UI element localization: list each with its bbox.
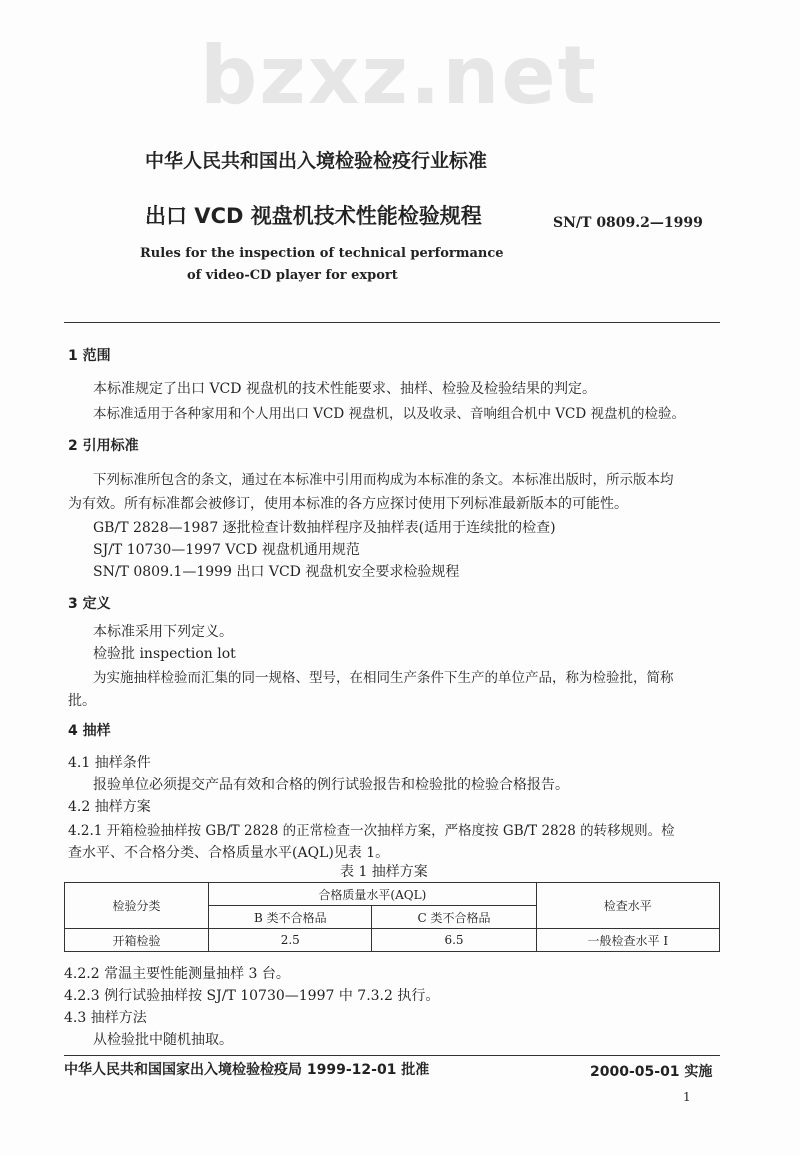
table-header: C 类不合格品 xyxy=(372,906,536,929)
table-row xyxy=(65,929,720,952)
subheading: 4.3 抽样方法 xyxy=(64,1010,147,1026)
header-rule xyxy=(64,322,720,323)
reference-item: SJ/T 10730—1997 VCD 视盘机通用规范 xyxy=(93,542,360,558)
english-title-2: of video-CD player for export xyxy=(187,268,398,283)
cell: 6.5 xyxy=(372,929,536,952)
table-caption: 表 1 抽样方案 xyxy=(340,864,428,880)
reference-item: GB/T 2828—1987 逐批检查计数抽样程序及抽样表(适用于连续批的检查) xyxy=(93,520,556,536)
paragraph: 4.2.1 开箱检验抽样按 GB/T 2828 的正常检查一次抽样方案，严格度按 GB/T 2828 的转移规则。检 xyxy=(68,823,675,839)
page-number: 1 xyxy=(683,1090,691,1104)
table-header: 检验分类 xyxy=(65,883,209,929)
paragraph: 报验单位必须提交产品有效和合格的例行试验报告和检验批的检验合格报告。 xyxy=(93,777,569,793)
paragraph: 4.2.2 常温主要性能测量抽样 3 台。 xyxy=(64,966,290,982)
reference-item: SN/T 0809.1—1999 出口 VCD 视盘机安全要求检验规程 xyxy=(93,564,460,580)
cell: 开箱检验 xyxy=(65,929,209,952)
paragraph: 本标准采用下列定义。 xyxy=(93,624,233,640)
paragraph: 下列标准所包含的条文，通过在本标准中引用而构成为本标准的条文。本标准出版时，所示版本均 xyxy=(93,472,674,488)
sampling-table xyxy=(64,882,720,952)
paragraph: 从检验批中随机抽取。 xyxy=(93,1032,233,1048)
section-3-heading: 3 定义 xyxy=(68,596,111,612)
doc-title: 出口 VCD 视盘机技术性能检验规程 xyxy=(145,204,482,228)
definition: 为实施抽样检验而汇集的同一规格、型号，在相同生产条件下生产的单位产品，称为检验批，简称 xyxy=(93,670,674,686)
footer-rule xyxy=(64,1055,720,1056)
doc-code: SN/T 0809.2—1999 xyxy=(553,215,703,231)
watermark: bzxz.net xyxy=(200,29,598,122)
org-standard: 中华人民共和国出入境检验检疫行业标准 xyxy=(145,150,488,172)
cell: 2.5 xyxy=(209,929,372,952)
section-4-heading: 4 抽样 xyxy=(68,723,111,739)
definition: 批。 xyxy=(68,693,96,709)
paragraph: 为有效。所有标准都会被修订，使用本标准的各方应探讨使用下列标准最新版本的可能性。 xyxy=(68,496,628,512)
approval-date: 中华人民共和国国家出入境检验检疫局 1999-12-01 批准 xyxy=(64,1062,430,1078)
effective-date: 2000-05-01 实施 xyxy=(590,1064,713,1080)
subheading: 4.2 抽样方案 xyxy=(68,799,151,815)
section-2-heading: 2 引用标准 xyxy=(68,438,139,454)
paragraph: 4.2.3 例行试验抽样按 SJ/T 10730—1997 中 7.3.2 执行。 xyxy=(64,988,440,1004)
term: 检验批 inspection lot xyxy=(93,646,236,662)
paragraph: 本标准规定了出口 VCD 视盘机的技术性能要求、抽样、检验及检验结果的判定。 xyxy=(93,381,596,397)
paragraph: 查水平、不合格分类、合格质量水平(AQL)见表 1。 xyxy=(68,845,390,861)
table-header: 合格质量水平(AQL) xyxy=(209,883,537,906)
paragraph: 本标准适用于各种家用和个人用出口 VCD 视盘机，以及收录、音响组合机中 VCD 视盘机的检验。 xyxy=(93,406,685,422)
cell: 一般检查水平 I xyxy=(536,929,719,952)
table-header: 检查水平 xyxy=(536,883,719,929)
subheading: 4.1 抽样条件 xyxy=(68,755,151,771)
english-title-1: Rules for the inspection of technical performance xyxy=(140,246,504,261)
section-1-heading: 1 范围 xyxy=(68,348,111,364)
table-header: B 类不合格品 xyxy=(209,906,372,929)
